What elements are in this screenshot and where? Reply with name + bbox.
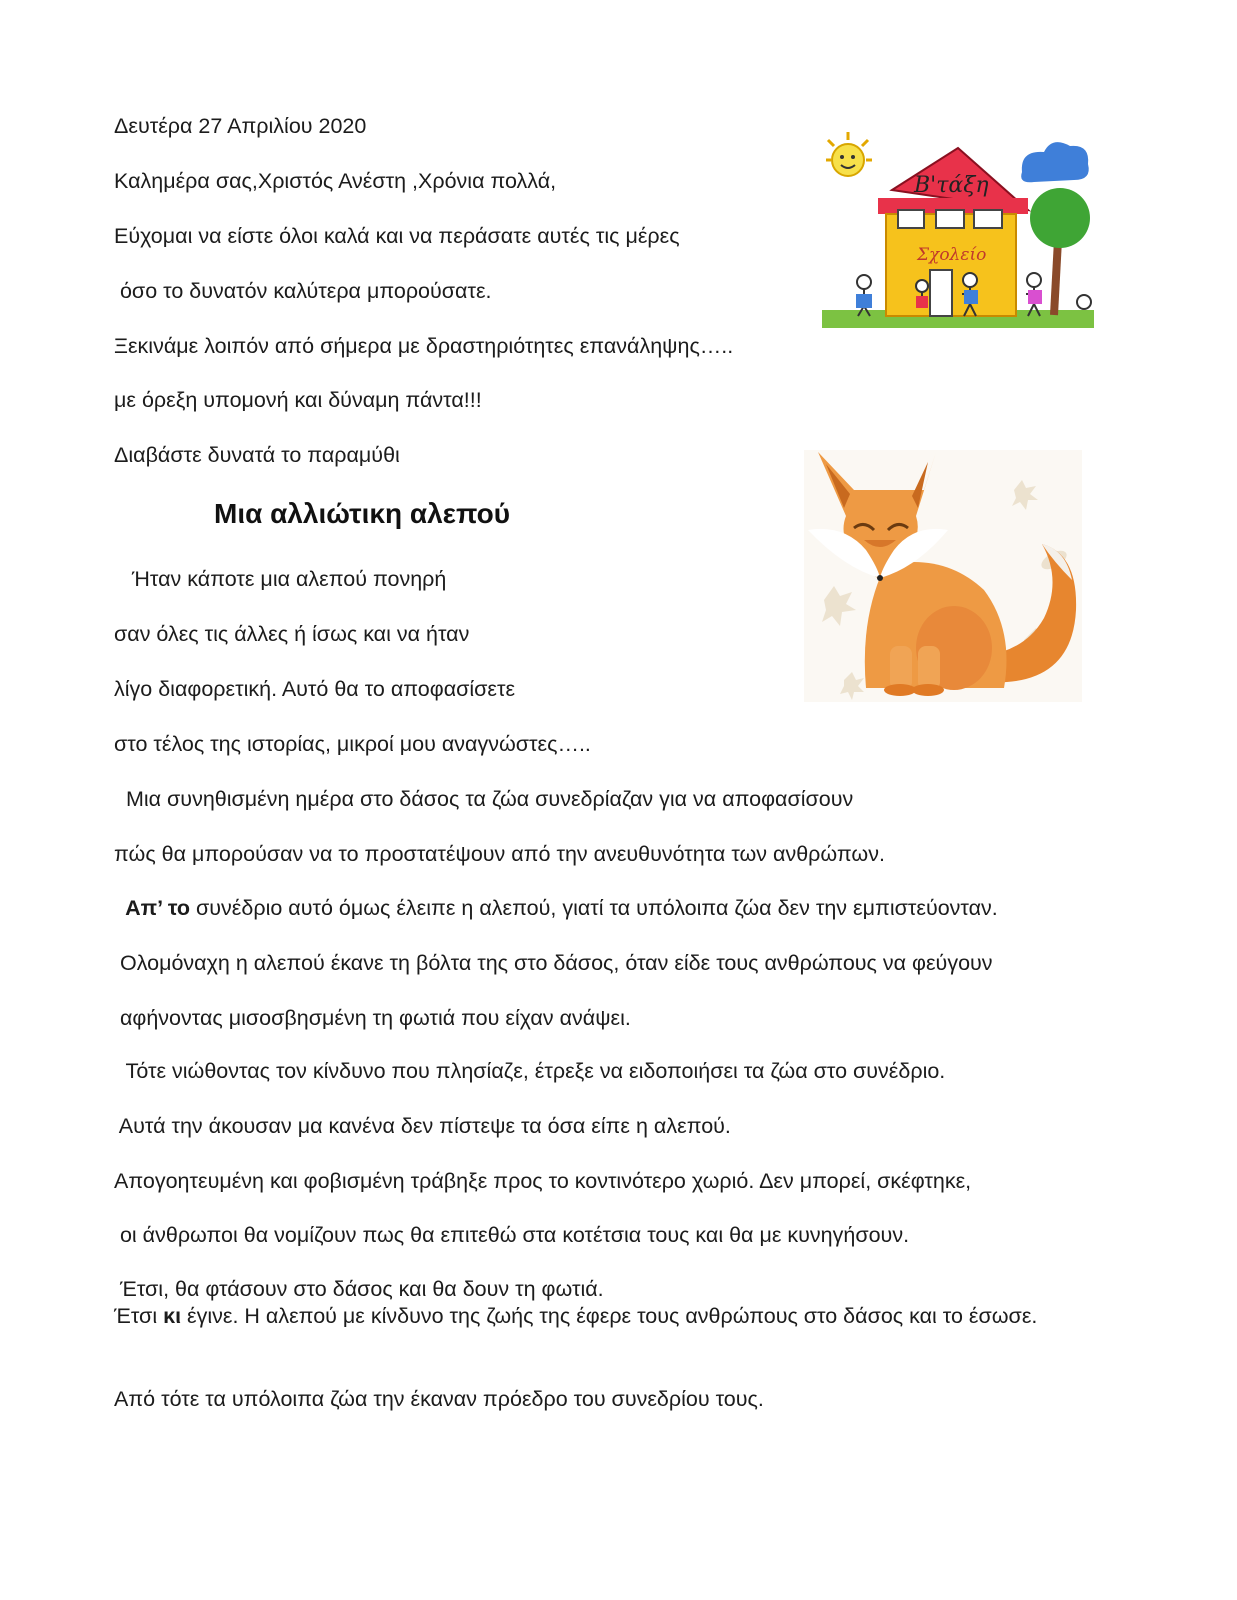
- motto-line: με όρεξη υπομονή και δύναμη πάντα!!!: [114, 388, 482, 412]
- story-line-2: σαν όλες τις άλλες ή ίσως και να ήταν: [114, 622, 470, 646]
- wish-line-cont: όσο το δυνατόν καλύτερα μπορούσατε.: [114, 279, 492, 303]
- story-line-12: Απογοητευμένη και φοβισμένη τράβηξε προς το κοντινότερο χωριό. Δεν μπορεί, σκέφτηκε,: [114, 1169, 972, 1193]
- school-drawing-image: [822, 130, 1094, 330]
- story-line-7-rest: συνέδριο αυτό όμως έλειπε η αλεπού, γιατί τα υπόλοιπα ζώα δεν την εμπιστεύονταν.: [190, 896, 998, 920]
- story-paragraph-15: [114, 1303, 1098, 1331]
- story-line-15-start: Έτσι: [114, 1304, 164, 1328]
- story-line-13: οι άνθρωποι θα νομίζουν πως θα επιτεθώ στα κοτέτσια τους και θα με κυνηγήσουν.: [114, 1223, 910, 1247]
- story-title: Μια αλλιώτικη αλεπού: [214, 498, 511, 529]
- story-line-9: αφήνοντας μισοσβησμένη τη φωτιά που είχαν ανάψει.: [114, 1006, 631, 1030]
- story-line-10: Τότε νιώθοντας τον κίνδυνο που πλησίαζε, έτρεξε να ειδοποιήσει τα ζώα στο συνέδριο.: [114, 1059, 946, 1083]
- start-line: Ξεκινάμε λοιπόν από σήμερα με δραστηριότητες επανάληψης…..: [114, 334, 734, 358]
- story-line-1: Ήταν κάποτε μια αλεπού πονηρή: [114, 567, 447, 591]
- story-line-5: Μια συνηθισμένη ημέρα στο δάσος τα ζώα συνεδρίαζαν για να αποφασίσουν: [114, 787, 854, 811]
- school-sign-text: Β'τάξη: [914, 173, 989, 198]
- story-line-4: στο τέλος της ιστορίας, μικροί μου αναγνώστες…..: [114, 732, 591, 756]
- story-line-3: λίγο διαφορετική. Αυτό θα το αποφασίσετε: [114, 677, 516, 701]
- story-line-15-end: έγινε. Η αλεπού με κίνδυνο της ζωής της έφερε τους ανθρώπους στο δάσος και το έσωσε.: [181, 1304, 1038, 1328]
- story-line-7-bold: Απ’ το: [114, 896, 191, 920]
- story-line-14: Έτσι, θα φτάσουν στο δάσος και θα δουν τη φωτιά.: [114, 1277, 604, 1301]
- story-line-8: Ολομόναχη η αλεπού έκανε τη βόλτα της στο δάσος, όταν είδε τους ανθρώπους να φεύγουν: [114, 951, 993, 975]
- instruction-line: Διαβάστε δυνατά το παραμύθι: [114, 443, 400, 467]
- wish-line: Εύχομαι να είστε όλοι καλά και να περάσατε αυτές τις μέρες: [114, 224, 680, 248]
- fox-image: [804, 450, 1082, 702]
- date-line: Δευτέρα 27 Απριλίου 2020: [114, 114, 367, 138]
- story-line-6: πώς θα μπορούσαν να το προστατέψουν από την ανευθυνότητα των ανθρώπων.: [114, 842, 885, 866]
- story-line-16: Από τότε τα υπόλοιπα ζώα την έκαναν πρόεδρο του συνεδρίου τους.: [114, 1387, 764, 1411]
- story-line-7: [114, 895, 998, 921]
- story-line-11: Αυτά την άκουσαν μα κανένα δεν πίστεψε τα όσα είπε η αλεπού.: [114, 1114, 731, 1138]
- school-label-text: Σχολείο: [917, 245, 987, 265]
- story-line-15-bold: κι: [163, 1304, 182, 1328]
- greeting-line: Καλημέρα σας,Χριστός Ανέστη ,Χρόνια πολλά,: [114, 169, 557, 193]
